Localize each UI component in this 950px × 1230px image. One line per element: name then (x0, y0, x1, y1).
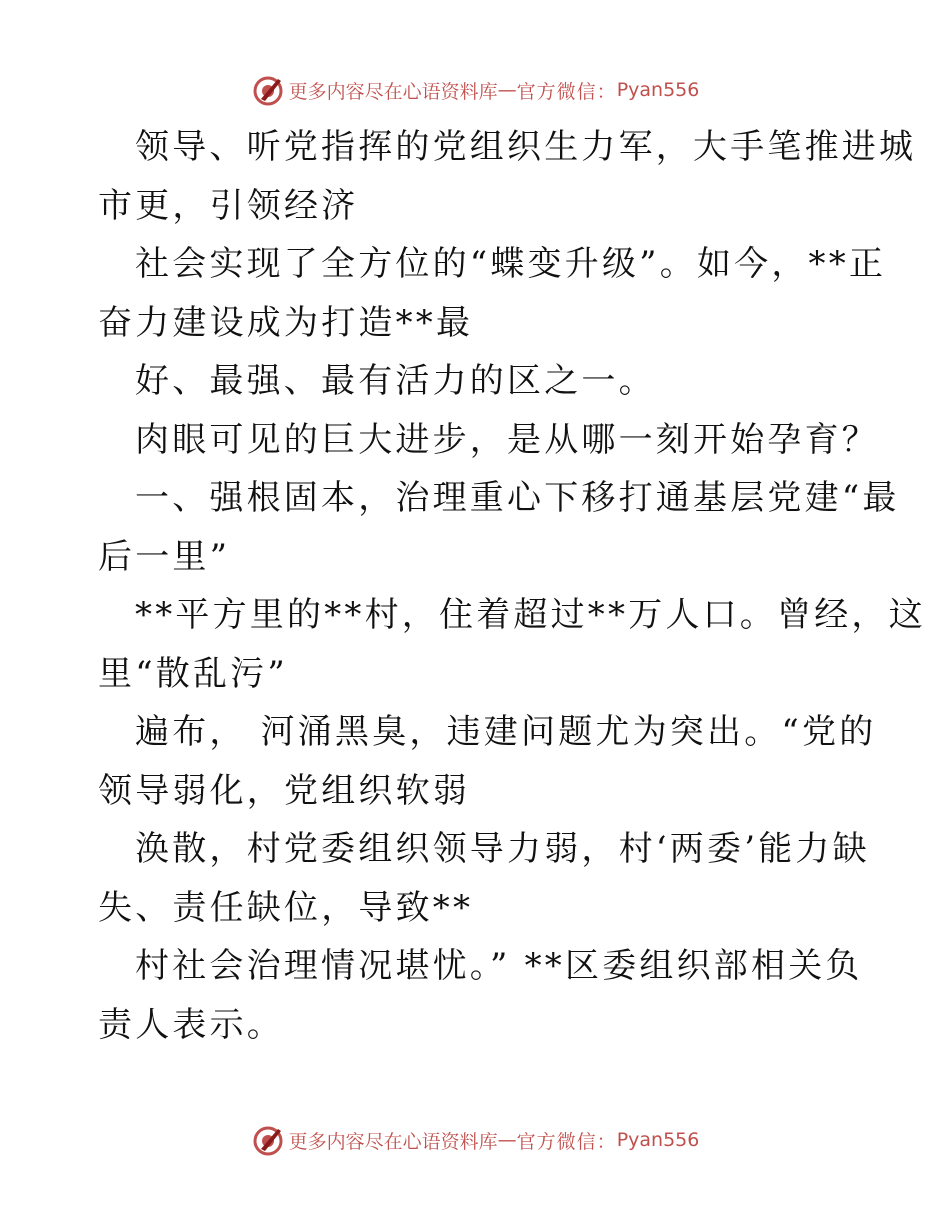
watermark-wechat-id: Pyan556 (616, 1129, 700, 1151)
watermark-wechat-id: Pyan556 (616, 79, 700, 101)
text-line: 涣散，村党委组织领导力弱，村‘两委’能力缺 (135, 829, 870, 869)
watermark-wechat-label: 官方微信： (516, 80, 617, 103)
text-line: 后一里” (98, 536, 231, 577)
text-line: 领导、听党指挥的党组织生力军，大手笔推进城 (135, 127, 917, 167)
text-line: 奋力建设成为打造**最 (98, 302, 474, 343)
text-line: 市更，引领经济 (98, 185, 359, 226)
watermark-text: 更多内容尽在心语资料库 (288, 80, 498, 103)
text-line: 领导弱化，党组织软弱 (98, 770, 470, 811)
body-text (98, 118, 926, 1054)
text-line: 社会实现了全方位的“蝶变升级”。如今，**正 (135, 244, 887, 284)
text-line: **平方里的**村，住着超过**万人口。曾经，这 (135, 595, 926, 635)
quill-logo-icon (251, 73, 285, 107)
text-line: 肉眼可见的巨大进步，是从哪一刻开始孕育？ (135, 419, 879, 460)
text-line: 遍布， 河涌黑臭，违建问题尤为突出。“党的 (135, 712, 877, 752)
watermark-wechat-label: 官方微信： (516, 1130, 617, 1153)
text-line: 村社会治理情况堪忧。” **区委组织部相关负 (135, 946, 863, 986)
text-line: 一、强根固本，治理重心下移打通基层党建“最 (135, 478, 900, 518)
text-line: 责人表示。 (98, 1004, 284, 1045)
quill-logo-icon (251, 1123, 285, 1157)
watermark-dash: — (497, 79, 517, 101)
text-line: 里“散乱污” (98, 653, 288, 694)
footer-watermark (0, 1122, 950, 1158)
text-line: 失、责任缺位，导致** (98, 887, 474, 928)
text-line: 好、最强、最有活力的区之一。 (135, 361, 656, 401)
watermark-text: 更多内容尽在心语资料库 (288, 1130, 498, 1153)
header-watermark (0, 72, 950, 108)
watermark-dash: — (497, 1129, 517, 1151)
